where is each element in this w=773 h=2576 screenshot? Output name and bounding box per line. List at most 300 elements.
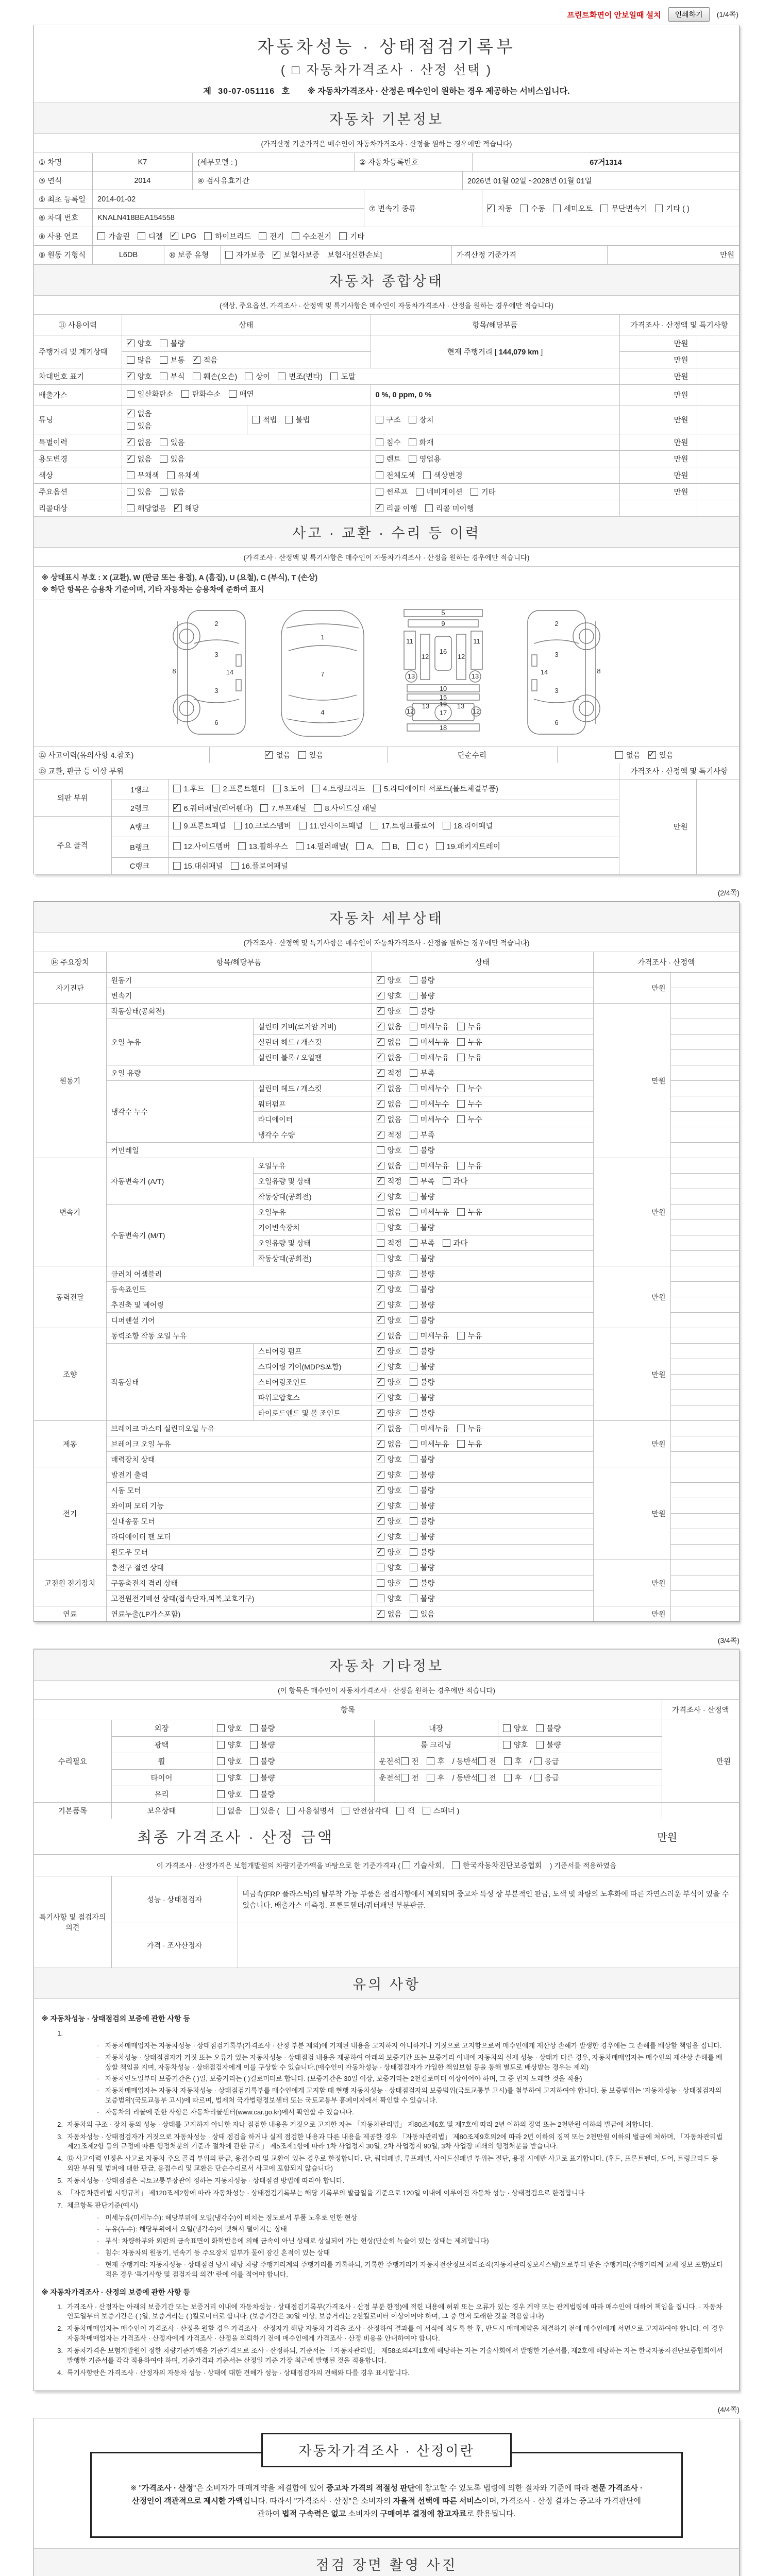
checkbox-icon bbox=[212, 785, 220, 792]
checkbox-option: 불량 bbox=[410, 1518, 435, 1526]
checkbox-option: 잭 bbox=[396, 1807, 414, 1816]
checkbox-icon bbox=[377, 1595, 384, 1602]
rich-text-segment: 자율적 선택에 따른 서비스 bbox=[393, 2497, 482, 2506]
checkbox-option: 양호 bbox=[217, 1791, 242, 1799]
checkbox-icon bbox=[376, 416, 383, 423]
page-marker-3: (3/4쪽) bbox=[717, 1636, 740, 1645]
item-label: 발전기 출력 bbox=[106, 1467, 372, 1483]
item-label bbox=[670, 1127, 739, 1143]
rich-text-segment: 입니다. 따라서 "가격조사 · 산정"은 소비자의 bbox=[243, 2497, 393, 2506]
checkbox-icon bbox=[534, 1757, 542, 1765]
checkbox-option: ✓ 양호 bbox=[377, 1549, 402, 1557]
simple-repair-label: 단순수리 bbox=[387, 747, 557, 763]
price-unit: 만원 bbox=[593, 1158, 670, 1266]
final-price-title: 최종 가격조사 · 산정 금액 bbox=[137, 1829, 334, 1846]
checkbox-option: 불량 bbox=[410, 992, 435, 1001]
price-unit: 만원 bbox=[619, 368, 697, 385]
checkbox-option: 일산화탄소 bbox=[127, 391, 174, 399]
checkbox-option: 화재 bbox=[409, 439, 434, 447]
checkbox-option: ✓ 없음 bbox=[377, 1116, 402, 1124]
checkbox-icon bbox=[427, 1757, 434, 1765]
price-basis-line: 이 가격조사 · 산정가격은 보험개발원의 차량기준가액을 바탕으로 한 기준가격과 ( 기술사회, 한국자동차진단보증협회 ) 기준서를 적용하였음 bbox=[34, 1855, 739, 1876]
status-options bbox=[372, 1529, 593, 1545]
checkbox-option: 양호 bbox=[217, 1725, 242, 1733]
svg-text:3: 3 bbox=[214, 687, 219, 694]
price-unit: 만원 bbox=[593, 1421, 670, 1467]
checkbox-icon bbox=[536, 1741, 544, 1749]
checkbox-icon bbox=[416, 488, 424, 496]
checkbox-icon bbox=[410, 1162, 417, 1170]
checkbox-icon bbox=[457, 1023, 465, 1030]
checkbox-icon bbox=[377, 1564, 384, 1571]
status-options bbox=[372, 1220, 593, 1235]
svg-text:12: 12 bbox=[457, 653, 465, 660]
item-label: 배력장치 상태 bbox=[106, 1452, 372, 1467]
svg-text:4: 4 bbox=[321, 708, 325, 716]
note-item: 2. 자동차매매업자는 매수인이 가격조사 · 산정을 원할 경우 가격조사 · 산정자가 해당 자동차 가격을 조사 · 산정하여 결과를 이 서식에 적도록 한 후, 반드시 매매계약을 체결하기 전에 매수인에게 서면으로 고지하여야 합니다. 이 경우 자동차매매업자는 가격조사 · 산정자에게 가격조사 · 산정을 의뢰하기 전에 매수인에게 가격조사 · 산정 비용을 안내하여야 합니다. bbox=[57, 2325, 724, 2343]
checkbox-icon bbox=[410, 1084, 417, 1092]
status-options bbox=[372, 1591, 593, 1606]
checkbox-icon bbox=[371, 822, 378, 829]
checkbox-option: 무단변속기 bbox=[600, 203, 647, 214]
checkbox-icon bbox=[160, 356, 167, 364]
status-options bbox=[372, 1344, 593, 1359]
checkbox-option: 많음 bbox=[127, 357, 152, 365]
checkbox-option: ✓ 없음 bbox=[377, 1023, 402, 1031]
base-price-unit: 만원 bbox=[719, 251, 734, 260]
rich-text-segment: ※ " bbox=[130, 2484, 142, 2493]
price-unit: 만원 bbox=[619, 385, 697, 405]
item-label bbox=[670, 1158, 739, 1174]
checkbox-option: 미세누수 bbox=[410, 1085, 449, 1093]
checkbox-option: ✓없음 bbox=[127, 410, 152, 418]
checkbox-icon bbox=[217, 1807, 225, 1815]
checkbox-icon bbox=[377, 1378, 384, 1386]
checkbox-icon bbox=[138, 232, 145, 240]
item-label bbox=[670, 1143, 739, 1158]
item-label bbox=[670, 1560, 739, 1575]
checkbox-option: ✓ 없음 bbox=[377, 1611, 402, 1619]
checkbox-icon bbox=[376, 455, 383, 463]
checkbox-option: ✓ 없음 bbox=[377, 1332, 402, 1341]
status-options bbox=[372, 1405, 593, 1421]
section-detail-subtitle: (가격조사 · 산정액 및 특기사항은 매수인이 자동차가격조사 · 산정을 원하는 경우에만 적습니다) bbox=[34, 933, 739, 952]
item-label bbox=[670, 1545, 739, 1560]
checkbox-icon bbox=[250, 1757, 258, 1765]
status-options bbox=[372, 1127, 593, 1143]
section-comp-header bbox=[34, 264, 739, 296]
checkbox-option: 불량 bbox=[410, 1580, 435, 1588]
checkbox-option: 후 bbox=[504, 1774, 522, 1783]
checkbox-icon bbox=[410, 1208, 417, 1216]
checkbox-option: 양호 bbox=[217, 1741, 242, 1750]
checkbox-icon bbox=[410, 1007, 417, 1015]
section-accident-header bbox=[34, 516, 739, 548]
checkbox-option: ✓ 보험사보증 bbox=[273, 251, 320, 260]
checkbox-option: ✓ 양호 bbox=[377, 1518, 402, 1526]
status-options bbox=[372, 1019, 593, 1035]
checkbox-icon bbox=[373, 785, 381, 792]
checkbox-icon bbox=[342, 1807, 349, 1815]
checkbox-option: ✓ 없음 bbox=[377, 1039, 402, 1047]
explain-title: 자동차가격조사 · 산정이란 bbox=[261, 2433, 512, 2467]
checkbox-option: 과다 bbox=[443, 1240, 468, 1248]
reg-no-value: 67거1314 bbox=[590, 159, 622, 167]
checkbox-option: 썬루프 bbox=[376, 488, 408, 497]
item-label: 커먼레일 bbox=[106, 1143, 372, 1158]
interior-label: 내장 bbox=[374, 1720, 498, 1737]
checkbox-icon bbox=[410, 1533, 417, 1540]
checkbox-option: ✓ LPG bbox=[171, 232, 196, 241]
vin-mark-options bbox=[122, 368, 619, 385]
status-options bbox=[372, 1266, 593, 1282]
opinion-label: 특기사항 및 점검자의 의견 bbox=[34, 1876, 111, 1968]
warranty-options bbox=[225, 249, 327, 260]
item-label: 디퍼렌셜 기어 bbox=[106, 1313, 372, 1328]
checkbox-option: 구조 bbox=[376, 416, 401, 425]
svg-text:14: 14 bbox=[226, 668, 234, 676]
checkbox-icon bbox=[377, 992, 384, 999]
page-1 bbox=[33, 25, 740, 874]
item-label bbox=[670, 1081, 739, 1096]
checkbox-icon bbox=[127, 390, 135, 398]
checkbox-icon bbox=[217, 1757, 225, 1765]
status-options bbox=[372, 1467, 593, 1483]
checkbox-icon bbox=[410, 1301, 417, 1309]
checkbox-option: ✓ 양호 bbox=[377, 1410, 402, 1418]
device-name: 자기진단 bbox=[34, 973, 106, 1004]
checkbox-icon bbox=[127, 422, 135, 430]
item-label: 스티어링조인트 bbox=[253, 1375, 372, 1390]
item-label: 오일누유 bbox=[253, 1158, 372, 1174]
vin-value: KNALN418BEA154558 bbox=[97, 213, 175, 222]
install-notice-link[interactable]: 프린트화면이 안보일때 설치 bbox=[567, 10, 661, 20]
final-price-unit: 만원 bbox=[657, 1832, 677, 1843]
checkbox-option: ✓ 양호 bbox=[377, 1456, 402, 1464]
status-options bbox=[372, 1143, 593, 1158]
comp-header-state: 상태 bbox=[122, 315, 371, 335]
mileage-label: 주행거리 및 계기상태 bbox=[34, 335, 122, 368]
checkbox-icon bbox=[410, 1332, 417, 1340]
checkbox-icon bbox=[160, 340, 167, 347]
item-label: 오일유량 및 상태 bbox=[253, 1174, 372, 1189]
checkbox-option: 수동 bbox=[520, 203, 545, 214]
checkbox-icon bbox=[470, 488, 478, 496]
checkbox-icon bbox=[377, 1332, 384, 1340]
checkbox-option: 미세누유 bbox=[410, 1039, 449, 1047]
checkbox-option: ✓ 없음 bbox=[377, 1054, 402, 1062]
item-label: 파워고압호스 bbox=[253, 1390, 372, 1405]
checkbox-icon bbox=[229, 390, 237, 398]
checkbox-icon bbox=[174, 504, 182, 512]
checkbox-option: 18.리어패널 bbox=[443, 822, 493, 831]
checkbox-icon bbox=[503, 1741, 511, 1749]
special-history-item bbox=[371, 434, 619, 451]
checkbox-option: 불량 bbox=[410, 1549, 435, 1557]
checkbox-option: 불량 bbox=[410, 1301, 435, 1310]
note-bullet: · 미세누유(미세누수): 해당부위에 오일(냉각수)이 비치는 정도로서 부품 노후로 인한 현상 bbox=[97, 2213, 358, 2222]
checkbox-icon bbox=[410, 1069, 417, 1077]
checkbox-option: 리콜 미이행 bbox=[425, 505, 474, 513]
tire-seat-options: 운전석 전 후 / 동반석 전 후 / 응급 bbox=[374, 1770, 662, 1786]
notes-body bbox=[34, 1999, 739, 2391]
rich-text-segment: 구매여부 결정에 참고자료 bbox=[380, 2509, 467, 2518]
checkbox-option: 매연 bbox=[229, 391, 254, 399]
section-notes-header bbox=[34, 1968, 739, 1999]
emission-label: 배출가스 bbox=[34, 385, 122, 405]
item-label: 스티어링 기어(MDPS포함) bbox=[253, 1359, 372, 1375]
svg-text:13: 13 bbox=[407, 672, 415, 680]
status-options bbox=[372, 1483, 593, 1498]
checkbox-option: 누수 bbox=[457, 1085, 482, 1093]
checkbox-icon bbox=[377, 1054, 384, 1061]
checkbox-icon bbox=[181, 390, 189, 398]
checkbox-icon bbox=[410, 1409, 417, 1417]
detail-header-state: 상태 bbox=[372, 952, 593, 973]
doc-no-suffix: 호 bbox=[281, 87, 290, 96]
checkbox-icon bbox=[234, 822, 242, 829]
doc-subtitle: ( □ 자동차가격조사 · 산정 선택 ) bbox=[280, 63, 493, 77]
possession-label: 보유상태 bbox=[111, 1803, 212, 1819]
item-label: 충전구 절연 상태 bbox=[106, 1560, 372, 1575]
color-options bbox=[122, 467, 371, 484]
checkbox-icon bbox=[377, 1162, 384, 1170]
svg-text:11: 11 bbox=[406, 637, 413, 645]
page-3 bbox=[33, 1649, 740, 2391]
status-options bbox=[372, 1235, 593, 1251]
rich-text-segment: 가격조사 · 산정 bbox=[141, 2484, 194, 2493]
checkbox-icon bbox=[173, 804, 181, 812]
checkbox-icon bbox=[252, 416, 260, 423]
checkbox-icon bbox=[377, 1239, 384, 1247]
status-options bbox=[372, 1004, 593, 1019]
checkbox-icon bbox=[410, 1347, 417, 1355]
checkbox-icon bbox=[298, 751, 306, 759]
rankC-label: C랭크 bbox=[111, 858, 168, 874]
checkbox-option: 자가보증 bbox=[225, 251, 265, 260]
checkbox-icon bbox=[377, 1146, 384, 1154]
checkbox-icon bbox=[401, 1757, 409, 1765]
checkbox-icon bbox=[410, 1564, 417, 1571]
comp-header-price: 가격조사 · 산정액 및 특기사항 bbox=[619, 315, 739, 335]
checkbox-option: ✓ 없음 bbox=[377, 1425, 402, 1433]
checkbox-option: 영업용 bbox=[409, 455, 441, 464]
svg-text:13: 13 bbox=[471, 672, 479, 680]
checkbox-icon bbox=[377, 1208, 384, 1216]
price-unit: 만원 bbox=[619, 434, 697, 451]
checkbox-option: 도말 bbox=[330, 373, 356, 381]
wheel-label: 휠 bbox=[111, 1753, 212, 1770]
checkbox-option: 무채색 bbox=[127, 472, 159, 480]
checkbox-icon bbox=[377, 1084, 384, 1092]
item-label bbox=[670, 1189, 739, 1205]
checkbox-icon bbox=[410, 1270, 417, 1278]
emission-options bbox=[122, 385, 371, 405]
checkbox-option: 누유 bbox=[457, 1039, 482, 1047]
item-label: 오일 유량 bbox=[106, 1065, 372, 1081]
checkbox-option: 후 bbox=[504, 1758, 522, 1766]
checkbox-icon bbox=[376, 438, 383, 446]
checkbox-icon bbox=[127, 471, 135, 479]
checkbox-icon bbox=[217, 1741, 225, 1749]
checkbox-option: 응급 bbox=[534, 1758, 559, 1766]
checkbox-icon bbox=[377, 1131, 384, 1139]
possession-options bbox=[212, 1803, 662, 1819]
car-diagram-svg bbox=[170, 607, 603, 739]
exchange-label: ⑬ 교환, 판금 등 이상 부위 bbox=[34, 763, 619, 779]
checkbox-option: 변조(변타) bbox=[278, 373, 323, 381]
notes-section-heading: ※ 자동차성능 · 상태점검의 보증에 관한 사항 등 bbox=[41, 2014, 190, 2023]
checkbox-icon bbox=[127, 356, 135, 364]
checkbox-icon bbox=[457, 1332, 465, 1340]
checkbox-icon bbox=[377, 976, 384, 984]
checkbox-icon bbox=[410, 1548, 417, 1556]
checkbox-option: ✓ 6.쿼터패널(리어휀다) bbox=[173, 805, 253, 813]
checkbox-option: 4.트렁크리드 bbox=[312, 785, 365, 793]
service-note: ※ 자동차가격조사 · 산정은 매수인이 원하는 경우 제공하는 서비스입니다. bbox=[307, 87, 570, 96]
checkbox-option: 응급 bbox=[534, 1774, 559, 1783]
checkbox-icon bbox=[377, 1270, 384, 1278]
rank2-label: 2랭크 bbox=[111, 800, 168, 817]
checkbox-icon bbox=[377, 1455, 384, 1463]
checkbox-option: 양호 bbox=[503, 1741, 528, 1750]
checkbox-icon bbox=[127, 488, 135, 496]
transmission-options bbox=[482, 190, 739, 227]
item-label bbox=[670, 1606, 739, 1622]
status-options bbox=[372, 1081, 593, 1096]
status-options bbox=[372, 988, 593, 1004]
fuel-label: ⑧ 사용 연료 bbox=[34, 227, 93, 245]
checkbox-option: 없음 bbox=[615, 752, 641, 760]
checkbox-icon bbox=[410, 1255, 417, 1262]
item-label bbox=[670, 1529, 739, 1545]
item-label: 연료누출(LP가스포함) bbox=[106, 1606, 372, 1622]
checkbox-icon bbox=[410, 1595, 417, 1602]
status-options bbox=[372, 1390, 593, 1405]
print-button[interactable]: 인쇄하기 bbox=[668, 7, 710, 22]
item-label: 브레이크 마스터 실린더오일 누유 bbox=[106, 1421, 372, 1436]
checkbox-icon bbox=[376, 504, 383, 512]
price-unit: 만원 bbox=[593, 1266, 670, 1328]
checkbox-icon bbox=[410, 1146, 417, 1154]
checkbox-option: 탄화수소 bbox=[181, 391, 221, 399]
checkbox-option: 불법 bbox=[285, 416, 310, 425]
checkbox-icon bbox=[600, 205, 608, 212]
checkbox-option: 미세누수 bbox=[410, 1100, 449, 1109]
usage-change-item bbox=[371, 451, 619, 467]
checkbox-option: 불량 bbox=[410, 1410, 435, 1418]
current-mileage: 144,079 km bbox=[498, 348, 539, 357]
svg-text:10: 10 bbox=[439, 685, 447, 692]
item-label bbox=[670, 1266, 739, 1282]
item-label: 작동상태 bbox=[106, 1344, 253, 1421]
doc-title: 자동차성능 · 상태점검기록부 bbox=[257, 37, 516, 56]
detail-table bbox=[34, 952, 739, 1621]
checkbox-icon bbox=[127, 372, 135, 380]
checkbox-option: ✓ 양호 bbox=[377, 1348, 402, 1356]
checkbox-option: 기타 ( ) bbox=[655, 203, 690, 214]
inspector-label: 성능 · 상태점검자 bbox=[111, 1876, 238, 1923]
transmission-label: ⑦ 변속기 종류 bbox=[364, 190, 482, 227]
checkbox-option: ✓ 양호 bbox=[377, 1502, 402, 1511]
checkbox-option: 미세누유 bbox=[410, 1162, 449, 1171]
section-other-title: 자동차 기타정보 bbox=[329, 1658, 444, 1674]
checkbox-option: 3.도어 bbox=[273, 785, 305, 793]
checkbox-option: 불량 bbox=[410, 1471, 435, 1480]
item-label bbox=[670, 1050, 739, 1065]
status-options bbox=[372, 1421, 593, 1436]
checkbox-icon bbox=[377, 1255, 384, 1262]
checkbox-option: ✓ 적정 bbox=[377, 1131, 402, 1140]
checkbox-option: 있음 bbox=[410, 1611, 435, 1619]
checkbox-option: 양호 bbox=[377, 1580, 402, 1588]
section-basic-title: 자동차 기본정보 bbox=[329, 112, 444, 127]
checkbox-option: ✓ 양호 bbox=[377, 1533, 402, 1541]
checkbox-option: 기타 bbox=[470, 488, 496, 497]
checkbox-icon bbox=[410, 1486, 417, 1494]
checkbox-option: 14.필러패널( bbox=[296, 843, 348, 851]
rank1-label: 1랭크 bbox=[111, 779, 168, 800]
checkbox-icon bbox=[377, 1440, 384, 1448]
checkbox-icon bbox=[410, 1115, 417, 1123]
checkbox-icon bbox=[410, 1425, 417, 1432]
color-item bbox=[371, 467, 619, 484]
status-options bbox=[372, 1251, 593, 1266]
checkbox-icon bbox=[225, 251, 233, 259]
device-name: 변속기 bbox=[34, 1158, 106, 1266]
rankA-options bbox=[168, 817, 619, 837]
vin-label: ⑥ 차대 번호 bbox=[34, 209, 93, 227]
checkbox-option: 보통 bbox=[160, 357, 185, 365]
svg-text:3: 3 bbox=[214, 651, 219, 658]
checkbox-icon bbox=[330, 372, 338, 380]
checkbox-option: 양호 bbox=[377, 1224, 402, 1232]
checkbox-icon bbox=[217, 1774, 225, 1782]
checkbox-option: 누유 bbox=[457, 1054, 482, 1062]
checkbox-icon bbox=[173, 842, 181, 850]
other-info-table bbox=[34, 1700, 739, 1819]
doc-no-prefix: 제 bbox=[203, 87, 211, 96]
checkbox-option: 2.프론트휀더 bbox=[212, 785, 265, 793]
checkbox-icon bbox=[314, 804, 322, 812]
checkbox-icon bbox=[127, 455, 135, 463]
section-accident-title: 사고 · 교환 · 수리 등 이력 bbox=[292, 526, 481, 541]
checkbox-icon bbox=[553, 205, 561, 212]
checkbox-icon bbox=[127, 410, 135, 417]
checkbox-option: 전 bbox=[478, 1758, 496, 1766]
checkbox-icon bbox=[648, 751, 656, 759]
checkbox-icon bbox=[127, 504, 135, 512]
checkbox-option: 불량 bbox=[536, 1725, 561, 1733]
page-marker-4: (4/4쪽) bbox=[717, 2405, 740, 2414]
checkbox-icon bbox=[457, 1115, 465, 1123]
checkbox-icon bbox=[443, 822, 450, 829]
checkbox-icon bbox=[238, 842, 246, 850]
checkbox-option: 양호 bbox=[217, 1774, 242, 1783]
checkbox-option: 디젤 bbox=[138, 231, 163, 242]
accident-history-label: ⑫ 사고이력(유의사항 4.참조) bbox=[34, 747, 209, 763]
checkbox-icon bbox=[410, 992, 417, 999]
checkbox-option: 미세누유 bbox=[410, 1440, 449, 1449]
checkbox-icon bbox=[410, 1193, 417, 1200]
item-label: 수동변속기 (M/T) bbox=[106, 1205, 253, 1266]
inspector-opinion-text: 비금속(FRP 플라스틱)의 탈부착 가능 부품은 점검사항에서 제외되며 중고차 특성 상 부분적인 판금, 도색 및 차량의 노후화에 따른 자연스러운 부식이 있을 수 있습니다. 배출가스 미측정. 프론트휀더/쿼터패널 부분판금. bbox=[238, 1876, 739, 1923]
checkbox-option: ✓ 양호 bbox=[377, 1317, 402, 1325]
checkbox-option: ✓ 적음 bbox=[193, 357, 218, 365]
item-label bbox=[670, 1575, 739, 1591]
item-label: 냉각수 누수 bbox=[106, 1081, 253, 1143]
svg-text:6: 6 bbox=[554, 719, 559, 726]
